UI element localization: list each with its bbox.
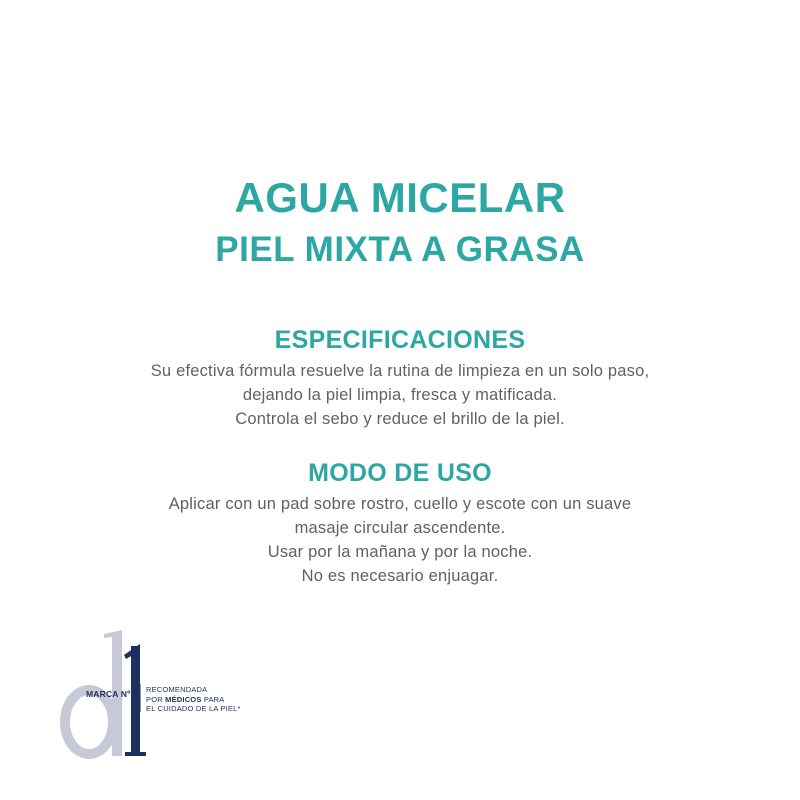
tagline-line: RECOMENDADA bbox=[146, 685, 208, 694]
specifications-heading: ESPECIFICACIONES bbox=[274, 326, 526, 354]
product-subtitle: PIEL MIXTA A GRASA bbox=[215, 230, 585, 269]
tagline-text: PARA bbox=[201, 694, 225, 704]
tagline-text: POR bbox=[146, 694, 166, 704]
product-title: AGUA MICELAR bbox=[234, 174, 566, 221]
specifications-line: dejando la piel limpia, fresca y matificada. bbox=[242, 386, 558, 404]
specifications-line: Su efectiva fórmula resuelve la rutina de limpieza en un solo paso, bbox=[150, 362, 650, 380]
usage-line: masaje circular ascendente. bbox=[294, 519, 506, 537]
brand-logo bbox=[56, 628, 276, 763]
usage-heading: MODO DE USO bbox=[308, 459, 492, 487]
usage-section bbox=[0, 459, 800, 588]
brand-tagline bbox=[146, 685, 241, 714]
usage-line: Aplicar con un pad sobre rostro, cuello y escote con un suave bbox=[168, 495, 632, 513]
tagline-emphasis: MÉDICOS bbox=[165, 694, 202, 704]
tagline-line bbox=[146, 695, 241, 705]
usage-line: No es necesario enjuagar. bbox=[301, 567, 499, 585]
specifications-section bbox=[0, 326, 800, 431]
marca-label: MARCA Nº bbox=[86, 689, 131, 699]
specifications-line: Controla el sebo y reduce el brillo de la piel. bbox=[235, 410, 565, 428]
tagline-line: EL CUIDADO DE LA PIEL* bbox=[146, 704, 241, 713]
usage-line: Usar por la mañana y por la noche. bbox=[267, 543, 533, 561]
